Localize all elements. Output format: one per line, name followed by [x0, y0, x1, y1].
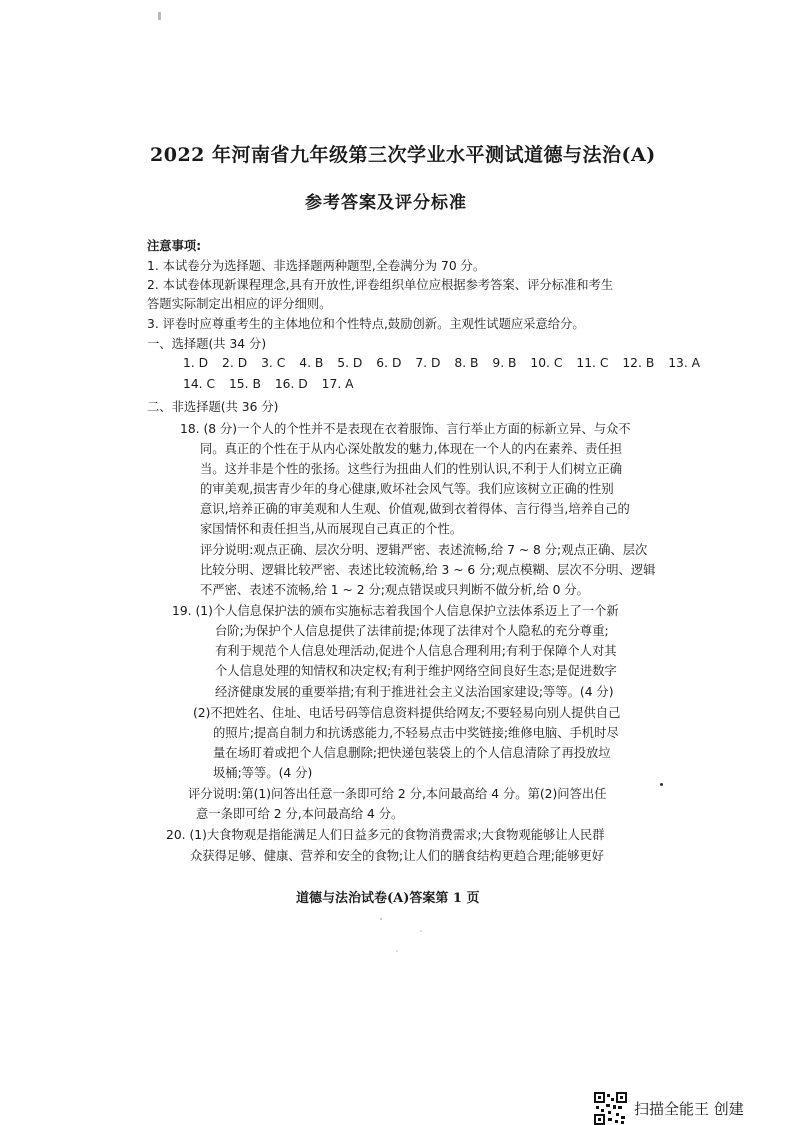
- scanner-watermark: 扫描全能王 创建: [634, 1100, 744, 1118]
- choice-answer: 11. C: [576, 356, 609, 370]
- choice-answer: 3. C: [261, 356, 286, 370]
- q18-scoring-line: 不严密、表述不流畅,给 1 ~ 2 分;观点错误或只判断不做分析,给 0 分。: [200, 583, 589, 597]
- choice-answer: 13. A: [668, 356, 701, 370]
- notice-line: 2. 本试卷体现新课程理念,具有开放性,评卷组织单位应根据参考答案、评分标准和考生: [147, 278, 614, 292]
- choice-answer: 14. C: [183, 377, 216, 391]
- q20-line: 20. (1)大食物观是指能满足人们日益多元的食物消费需求;大食物观能够让人民群: [166, 828, 605, 842]
- q19-1-line: 经济健康发展的重要举措;有利于推进社会主义法治国家建设;等等。(4 分): [215, 685, 614, 699]
- q19-1-line: 19. (1)个人信息保护法的颁布实施标志着我国个人信息保护立法体系迈上了一个新: [172, 604, 619, 618]
- scan-speck: [396, 950, 398, 952]
- choice-answer: 2. D: [222, 356, 248, 370]
- choice-answer: 7. D: [415, 356, 441, 370]
- notice-line: 3. 评卷时应尊重考生的主体地位和个性特点,鼓励创新。主观性试题应采意给分。: [147, 317, 585, 331]
- q18-line: 家国情怀和责任担当,从而展现自己真正的个性。: [200, 522, 463, 536]
- choice-answers-row: [183, 377, 364, 391]
- choice-answer: 9. B: [492, 356, 517, 370]
- choice-answer: 10. C: [530, 356, 563, 370]
- notice-heading: 注意事项:: [147, 239, 202, 253]
- choice-answer: 1. D: [183, 356, 209, 370]
- page-subtitle: 参考答案及评分标准: [305, 193, 467, 213]
- section-heading-choice: 一、选择题(共 34 分): [147, 337, 267, 351]
- notice-line: 1. 本试卷分为选择题、非选择题两种题型,全卷满分为 70 分。: [147, 259, 486, 273]
- q18-line: 当。这并非是个性的张扬。这些行为扭曲人们的性别认识,不利于人们树立正确: [200, 462, 623, 476]
- q18-line: 18. (8 分)一个人的个性并不是表现在衣着服饰、言行举止方面的标新立异、与众不: [180, 422, 631, 436]
- choice-answer: 15. B: [228, 377, 261, 391]
- q18-line: 的审美观,损害青少年的身心健康,败坏社会风气等。我们应该树立正确的性别: [200, 482, 614, 496]
- q19-1-line: 台阶;为保护个人信息提供了法律前提;体现了法律对个人隐私的充分尊重;: [215, 624, 609, 638]
- q20-line: 众获得足够、健康、营养和安全的食物;让人们的膳食结构更趋合理;能够更好: [190, 849, 605, 863]
- choice-answers-row: [183, 356, 710, 370]
- q18-line: 意识,培养正确的审美观和人生观、价值观,做到衣着得体、言行得当,培养自己的: [200, 502, 630, 516]
- choice-answer: 17. A: [321, 377, 354, 391]
- choice-answer: 6. D: [376, 356, 402, 370]
- q19-1-line: 个人信息处理的知情权和决定权;有利于维护网络空间良好生态;是促进数字: [215, 664, 617, 678]
- q19-2-line: 量在场盯着或把个人信息删除;把快递包装袋上的个人信息清除了再投放垃: [213, 746, 611, 760]
- choice-answer: 8. B: [454, 356, 479, 370]
- scan-speck: [380, 918, 382, 920]
- qr-code-icon: [594, 1092, 627, 1125]
- q19-2-line: (2)不把姓名、住址、电话号码等信息资料提供给网友;不要轻易向别人提供自己: [193, 706, 621, 720]
- q18-scoring-line: 比较分明、逻辑比较严密、表述比较流畅,给 3 ~ 6 分;观点模糊、层次不分明、逻辑: [200, 563, 656, 577]
- scan-speck: [420, 930, 422, 932]
- q19-scoring-line: 评分说明:第(1)问答出任意一条即可给 2 分,本问最高给 4 分。第(2)问答出任: [188, 787, 607, 801]
- choice-answer: 4. B: [299, 356, 324, 370]
- page-footer: 道德与法治试卷(A)答案第 1 页: [296, 891, 480, 906]
- q18-line: 同。真正的个性在于从内心深处散发的魅力,体现在一个人的内在素养、责任担: [200, 442, 623, 456]
- choice-answer: 16. D: [274, 377, 308, 391]
- choice-answer: 5. D: [337, 356, 363, 370]
- q19-1-line: 有利于规范个人信息处理活动,促进个人信息合理利用;有利于保障个人对其: [215, 644, 617, 658]
- q18-scoring-line: 评分说明:观点正确、层次分明、逻辑严密、表述流畅,给 7 ~ 8 分;观点正确、层次: [200, 543, 648, 557]
- choice-answer: 12. B: [622, 356, 655, 370]
- q19-2-line: 的照片;提高自制力和抗诱惑能力,不轻易点击中奖链接;维修电脑、手机时尽: [213, 726, 619, 740]
- scan-speck: [660, 783, 663, 786]
- scan-speck: [158, 12, 161, 20]
- page-title: 2022 年河南省九年级第三次学业水平测试道德与法治(A): [150, 144, 656, 166]
- notice-line: 答题实际制定出相应的评分细则。: [147, 297, 332, 311]
- q19-scoring-line: 意一条即可给 2 分,本问最高给 4 分。: [196, 807, 404, 821]
- section-heading-nonchoice: 二、非选择题(共 36 分): [147, 400, 279, 414]
- q19-2-line: 圾桶;等等。(4 分): [213, 766, 313, 780]
